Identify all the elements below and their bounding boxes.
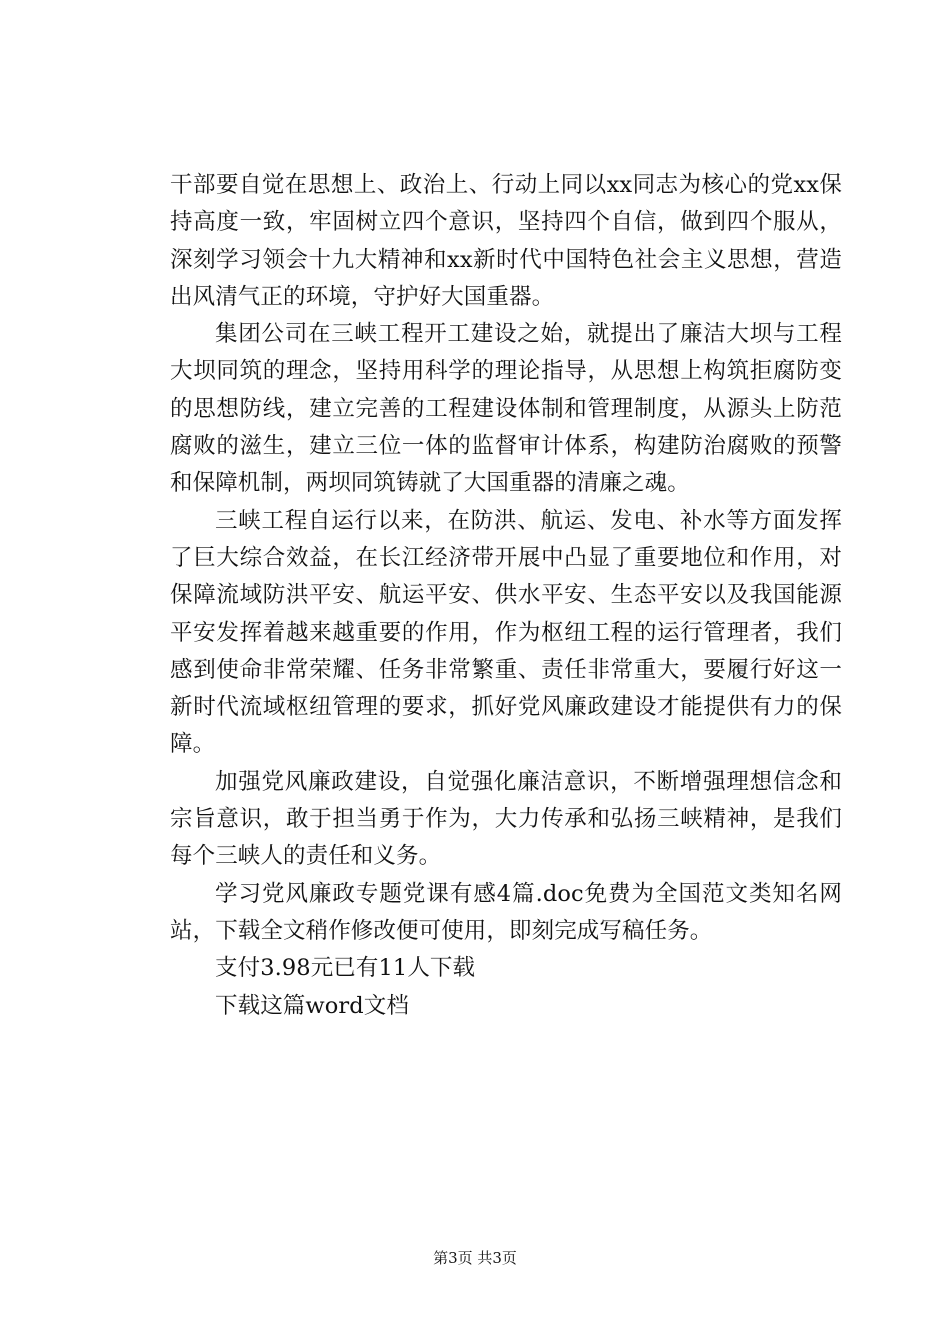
paragraph-continuation: 干部要自觉在思想上、政治上、行动上同以xx同志为核心的党xx保持高度一致，牢固树立四个意识，坚持四个自信，做到四个服从，深刻学习领会十九大精神和xx新时代中国特色社会主义思想，营造出风清气正的环境，守护好大国重器。 xyxy=(170,172,842,310)
paragraph-group-company: 集团公司在三峡工程开工建设之始，就提出了廉洁大坝与工程大坝同筑的理念，坚持用科学的理论指导，从思想上构筑拒腐防变的思想防线，建立完善的工程建设体制和管理制度，从源头上防范腐败的滋生，建立三位一体的监督审计体系，构建防治腐败的预警和保障机制，两坝同筑铸就了大国重器的清廉之魂。 xyxy=(170,321,842,497)
download-document-link[interactable]: 下载这篇word文档 xyxy=(215,992,409,1019)
page-footer xyxy=(0,1248,950,1268)
download-payment-info: 支付3.98元已有11人下载 xyxy=(215,955,476,982)
paragraph-three-gorges-operation: 三峡工程自运行以来，在防洪、航运、发电、补水等方面发挥了巨大综合效益，在长江经济带开展中凸显了重要地位和作用，对保障流域防洪平安、航运平安、供水平安、生态平安以及我国能源平安发挥着越来越重要的作用，作为枢纽工程的运行管理者，我们感到使命非常荣耀、任务非常繁重、责任非常重大，要履行好这一新时代流域枢纽管理的要求，抓好党风廉政建设才能提供有力的保障。 xyxy=(170,507,842,758)
paragraph-strengthen-integrity: 加强党风廉政建设，自觉强化廉洁意识，不断增强理想信念和宗旨意识，敢于担当勇于作为，大力传承和弘扬三峡精神，是我们每个三峡人的责任和义务。 xyxy=(170,768,842,870)
page-indicator: 第3页 共3页 xyxy=(433,1249,517,1267)
paragraph-site-notice: 学习党风廉政专题党课有感4篇.doc免费为全国范文类知名网站，下载全文稍作修改便可使用，即刻完成写稿任务。 xyxy=(170,880,842,944)
document-body xyxy=(170,167,842,1025)
